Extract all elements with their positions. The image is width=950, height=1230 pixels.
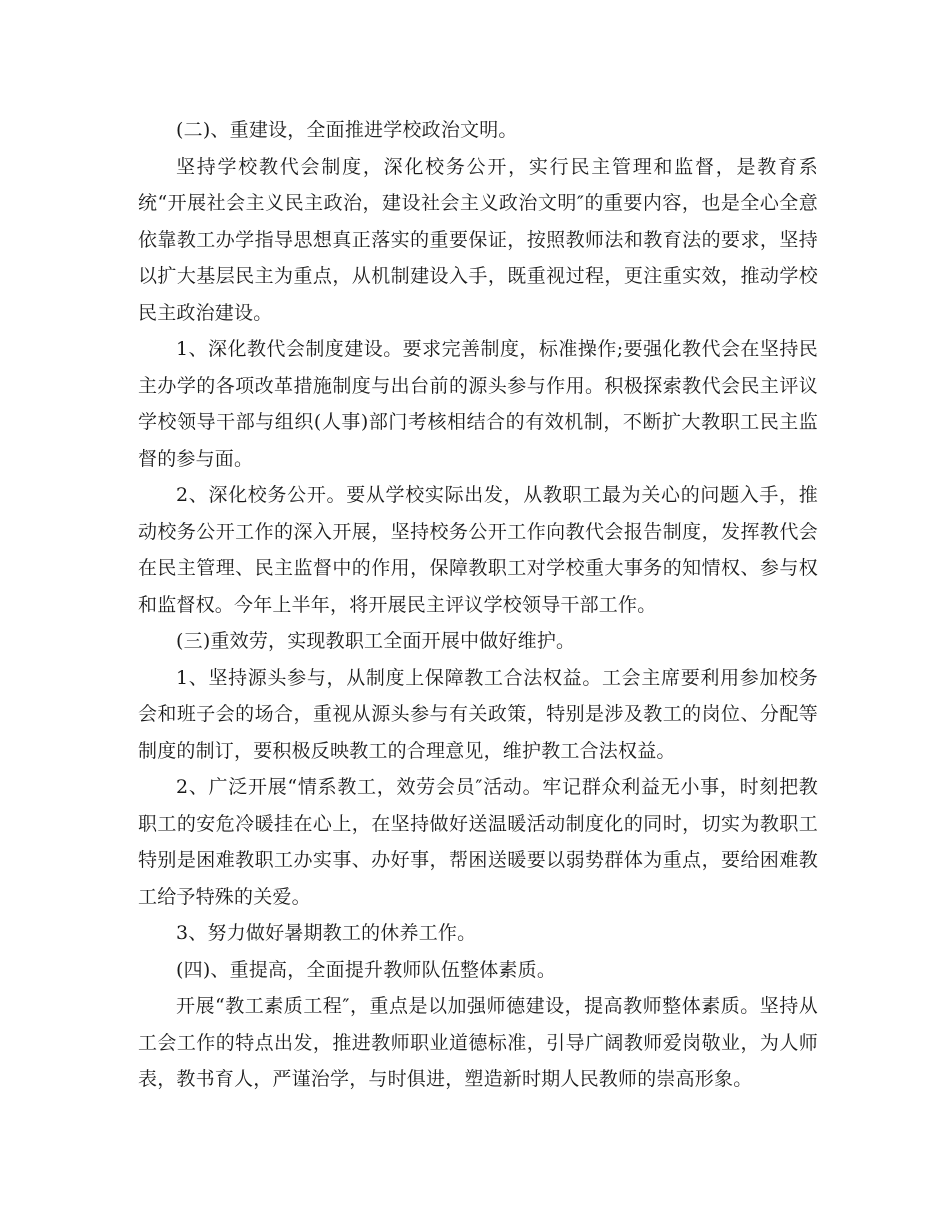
- section-heading-4: (四)、重提高，全面提升教师队伍整体素质。: [176, 958, 557, 981]
- body-paragraph: 开展“教工素质工程″，重点是以加强师德建设，提高教师整体素质。坚持从工会工作的特点出发，推进教师职业道德标准，引导广阔教师爱岗敬业，为人师表，教书育人，严谨治学，与时俱进，塑造新时期人民教师的崇高形象。: [138, 995, 818, 1090]
- list-item-paragraph: 2、广泛开展“情系教工，效劳会员″活动。牢记群众利益无小事，时刻把教职工的安危冷暖挂在心上，在坚持做好送温暖活动制度化的同时，切实为教职工特别是困难教职工办实事、办好事，帮困送暖要以弱势群体为重点，要给困难教工给予特殊的关爱。: [138, 776, 818, 908]
- document-body: [138, 112, 818, 1098]
- list-item-paragraph: 2、深化校务公开。要从学校实际出发，从教职工最为关心的问题入手，推动校务公开工作的深入开展，坚持校务公开工作向教代会报告制度，发挥教代会在民主管理、民主监督中的作用，保障教职工对学校重大事务的知情权、参与权和监督权。今年上半年，将开展民主评议学校领导干部工作。: [138, 484, 818, 616]
- section-heading-2: (二)、重建设，全面推进学校政治文明。: [176, 119, 518, 141]
- body-paragraph: 坚持学校教代会制度，深化校务公开，实行民主管理和监督，是教育系统“开展社会主义民主政治，建设社会主义政治文明″的重要内容，也是全心全意依靠教工办学指导思想真正落实的重要保证，按照教师法和教育法的要求，坚持以扩大基层民主为重点，从机制建设入手，既重视过程，更注重实效，推动学校民主政治建设。: [138, 155, 818, 324]
- section-heading-3: (三)重效劳，实现教职工全面开展中做好维护。: [176, 630, 576, 652]
- list-item-paragraph: 1、坚持源头参与，从制度上保障教工合法权益。工会主席要利用参加校务会和班子会的场合，重视从源头参与有关政策，特别是涉及教工的岗位、分配等制度的制订，要积极反映教工的合理意见，维护教工合法权益。: [138, 666, 818, 762]
- list-item-paragraph: 3、努力做好暑期教工的休养工作。: [176, 922, 477, 944]
- list-item-paragraph: 1、深化教代会制度建设。要求完善制度，标准操作;要强化教代会在坚持民主办学的各项改革措施制度与出台前的源头参与作用。积极探索教代会民主评议学校领导干部与组织(人事)部门考核相结合的有效机制，不断扩大教职工民主监督的参与面。: [138, 338, 818, 470]
